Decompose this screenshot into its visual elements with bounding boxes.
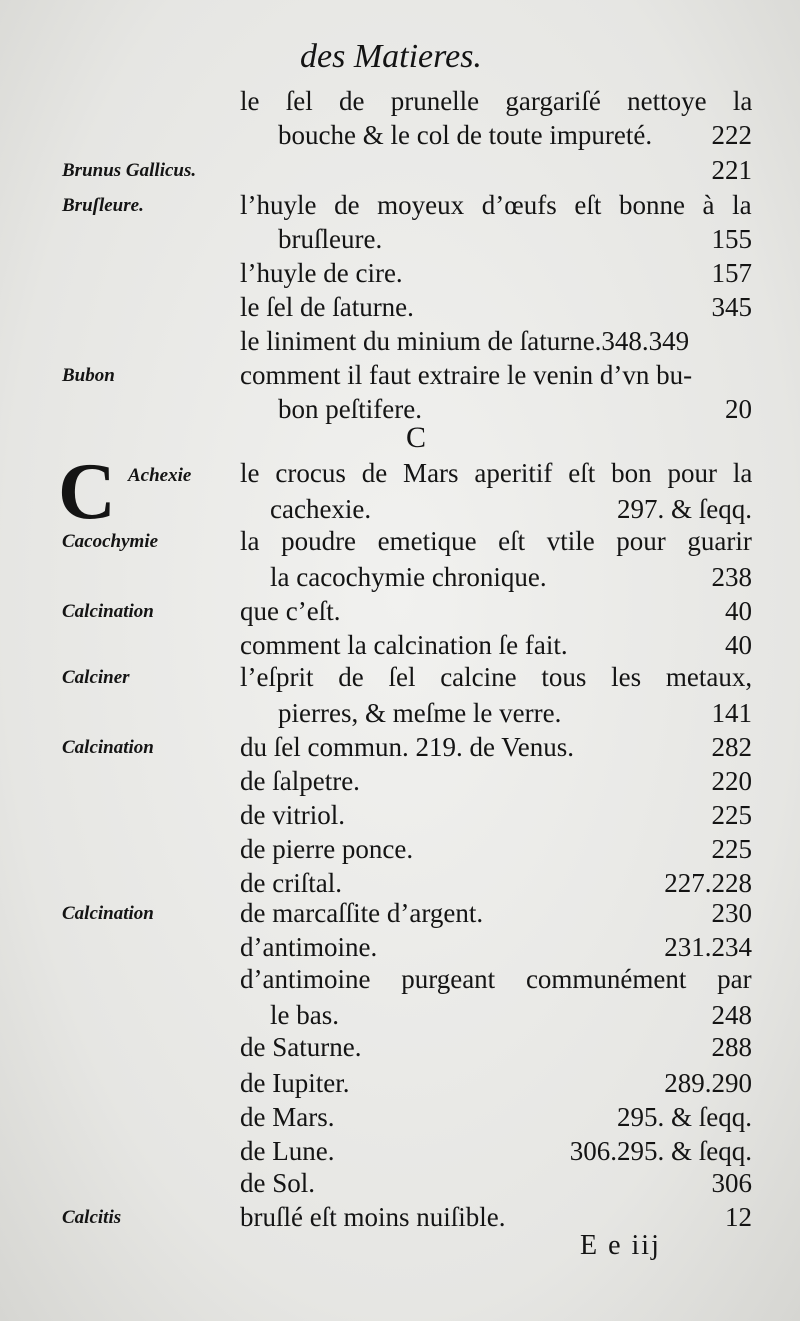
page-reference: 155	[711, 224, 752, 254]
table-row	[0, 628, 800, 662]
entry-text: d’antimoine.	[240, 932, 378, 962]
index-term: Brunus Gallicus.	[62, 160, 197, 181]
table-row	[0, 222, 800, 256]
entry-text: bruſleure.	[278, 224, 383, 254]
page-reference: 282	[711, 732, 752, 762]
table-row	[0, 1030, 800, 1064]
page-reference: 289.290	[664, 1068, 752, 1098]
entry-text: de marcaſſite d’argent.	[240, 898, 484, 928]
page-reference: 220	[711, 766, 752, 796]
table-row	[0, 866, 800, 900]
table-row	[0, 594, 800, 628]
table-row	[0, 930, 800, 964]
entry-text: de vitriol.	[240, 800, 345, 830]
entry-text: le liniment du minium de ſaturne.348.349	[240, 326, 690, 356]
table-row	[0, 324, 800, 358]
table-row	[0, 153, 800, 187]
index-term: Calcination	[62, 903, 154, 924]
table-row	[0, 896, 800, 930]
entry-text: la poudre emetique eſt vtile pour guarir	[240, 526, 752, 556]
page-reference: 157	[711, 258, 752, 288]
page-reference: 306.295. & ſeqq.	[569, 1136, 752, 1166]
entry-text: de Saturne.	[240, 1032, 362, 1062]
entry-text: le ſel de prunelle gargariſé nettoye la	[240, 86, 753, 116]
index-term: Calcitis	[62, 1207, 122, 1228]
page-reference: 225	[711, 834, 752, 864]
page-reference: 345	[711, 292, 752, 322]
page-reference: 231.234	[664, 932, 752, 962]
page-reference: 40	[725, 596, 752, 626]
table-row	[0, 256, 800, 290]
table-row	[0, 1134, 800, 1168]
page-reference: 248	[711, 1000, 752, 1030]
entry-text: comment il faut extraire le venin d’vn bu-	[240, 360, 693, 390]
table-row	[0, 1166, 800, 1200]
page-signature: E e iij	[580, 1230, 661, 1261]
page-reference: 306	[711, 1168, 752, 1198]
entry-text: comment la calcination ſe fait.	[240, 630, 568, 660]
table-row	[0, 492, 800, 526]
entry-text: de Mars.	[240, 1102, 335, 1132]
table-row	[0, 998, 800, 1032]
table-row	[0, 832, 800, 866]
entry-text: de Iupiter.	[240, 1068, 350, 1098]
page-reference: 227.228	[664, 868, 752, 898]
table-row	[0, 358, 800, 392]
section-letter: C	[405, 421, 426, 454]
page-reference: 141	[711, 698, 752, 728]
entry-text: cachexie.	[270, 494, 372, 524]
table-row	[0, 1066, 800, 1100]
index-term: Calcination	[62, 737, 154, 758]
entry-text: bruſlé eſt moins nuiſible.	[240, 1202, 506, 1232]
table-row	[0, 962, 800, 996]
index-term: Bubon	[62, 365, 115, 386]
table-row	[0, 188, 800, 222]
entry-text: le ſel de ſaturne.	[240, 292, 414, 322]
page-reference: 221	[711, 155, 752, 185]
running-header: des Matieres.	[300, 38, 482, 75]
table-row	[0, 1200, 800, 1234]
entry-text: pierres, & meſme le verre.	[278, 698, 562, 728]
table-row	[0, 456, 800, 490]
entry-text: la cacochymie chronique.	[270, 562, 547, 592]
index-term: Achexie	[128, 465, 192, 486]
table-row	[0, 290, 800, 324]
entry-text: de pierre ponce.	[240, 834, 414, 864]
entry-text: de Sol.	[240, 1168, 316, 1198]
entry-text: l’huyle de moyeux d’œufs eſt bonne à la	[240, 190, 752, 220]
page-reference: 222	[711, 120, 752, 150]
page-reference: 295. & ſeqq.	[617, 1102, 752, 1132]
page-reference: 12	[725, 1202, 752, 1232]
index-term: Calciner	[62, 667, 130, 688]
table-row	[0, 764, 800, 798]
entry-text: que c’eſt.	[240, 596, 341, 626]
drop-cap: C	[58, 448, 116, 536]
entry-text: d’antimoine purgeant communément par	[240, 964, 752, 994]
page-reference: 297. & ſeqq.	[617, 494, 752, 524]
table-row	[0, 730, 800, 764]
table-row	[0, 84, 800, 118]
page-reference: 288	[711, 1032, 752, 1062]
index-term: Bruſleure.	[62, 195, 144, 216]
entry-text: l’eſprit de ſel calcine tous les metaux,	[240, 662, 753, 692]
entry-text: de Lune.	[240, 1136, 335, 1166]
entry-text: bon peſtifere.	[278, 394, 422, 424]
entry-text: bouche & le col de toute impureté.	[278, 120, 653, 150]
table-row	[0, 1100, 800, 1134]
table-row	[0, 660, 800, 694]
table-row	[0, 118, 800, 152]
entry-text: du ſel commun. 219. de Venus.	[240, 732, 574, 762]
entry-text: l’huyle de cire.	[240, 258, 403, 288]
index-term: Calcination	[62, 601, 154, 622]
page-reference: 20	[725, 394, 752, 424]
entry-text: le crocus de Mars aperitif eſt bon pour la	[240, 458, 753, 488]
entry-text: de ſalpetre.	[240, 766, 360, 796]
table-row	[0, 798, 800, 832]
table-row	[0, 524, 800, 558]
page-reference: 40	[725, 630, 752, 660]
page-reference: 238	[711, 562, 752, 592]
page-reference: 225	[711, 800, 752, 830]
index-term: Cacochymie	[62, 531, 159, 552]
table-row	[0, 696, 800, 730]
entry-text: de criſtal.	[240, 868, 342, 898]
table-row	[0, 560, 800, 594]
entry-text: le bas.	[270, 1000, 339, 1030]
page-reference: 230	[711, 898, 752, 928]
